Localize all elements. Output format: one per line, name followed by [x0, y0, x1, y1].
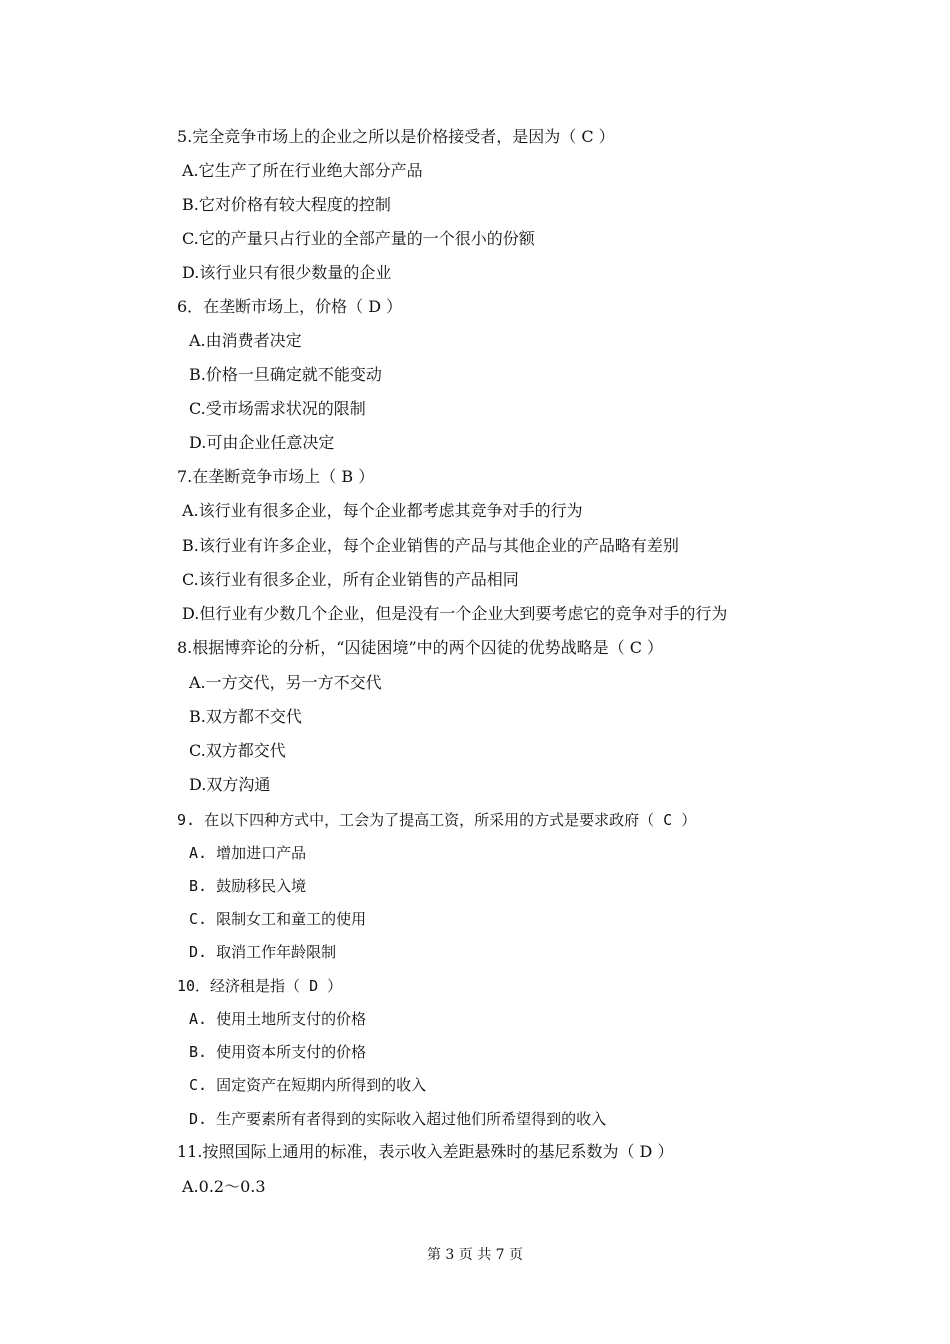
question-7-stem: 7.在垄断竞争市场上（ B ）: [177, 467, 375, 486]
question-7-option-b: B.该行业有许多企业，每个企业销售的产品与其他企业的产品略有差别: [182, 536, 679, 555]
question-7-option-d: D.但行业有少数几个企业，但是没有一个企业大到要考虑它的竞争对手的行为: [182, 604, 728, 623]
question-8-option-b: B.双方都不交代: [189, 707, 302, 726]
question-6-option-b: B.价格一旦确定就不能变动: [189, 365, 382, 384]
question-7-option-c: C.该行业有很多企业，所有企业销售的产品相同: [182, 570, 519, 589]
question-9-option-b: B. 鼓励移民入境: [189, 877, 307, 895]
question-7-option-a: A.该行业有很多企业，每个企业都考虑其竞争对手的行为: [182, 501, 583, 520]
question-6-option-a: A.由消费者决定: [189, 331, 302, 350]
question-6-stem: 6．在垄断市场上，价格（ D ）: [177, 297, 403, 316]
question-8-option-d: D.双方沟通: [189, 775, 271, 794]
question-5-option-a: A.它生产了所在行业绝大部分产品: [182, 161, 423, 180]
question-5-option-d: D.该行业只有很少数量的企业: [182, 263, 392, 282]
question-9-option-a: A. 增加进口产品: [189, 844, 307, 862]
question-10-option-a: A. 使用土地所支付的价格: [189, 1010, 367, 1028]
question-5-option-c: C.它的产量只占行业的全部产量的一个很小的份额: [182, 229, 535, 248]
question-10-option-b: B. 使用资本所支付的价格: [189, 1043, 367, 1061]
question-5-stem: 5.完全竞争市场上的企业之所以是价格接受者，是因为（ C ）: [177, 127, 615, 146]
question-10-option-d: D. 生产要素所有者得到的实际收入超过他们所希望得到的收入: [189, 1110, 607, 1128]
question-5-option-b: B.它对价格有较大程度的控制: [182, 195, 391, 214]
question-11-stem: 11.按照国际上通用的标准，表示收入差距悬殊时的基尼系数为（ D ）: [177, 1142, 674, 1161]
question-8-option-c: C.双方都交代: [189, 741, 286, 760]
question-11-option-a: A.0.2～0.3: [182, 1177, 266, 1196]
question-8-option-a: A.一方交代，另一方不交代: [189, 673, 382, 692]
question-9-option-d: D. 取消工作年龄限制: [189, 943, 337, 961]
question-10-stem: 10．经济租是指（ D ）: [177, 977, 343, 995]
question-6-option-c: C.受市场需求状况的限制: [189, 399, 366, 418]
question-9-stem: 9. 在以下四种方式中，工会为了提高工资，所采用的方式是要求政府（ C ）: [177, 811, 697, 829]
question-6-option-d: D.可由企业任意决定: [189, 433, 335, 452]
question-8-stem: 8.根据博弈论的分析，“囚徒困境”中的两个囚徒的优势战略是（ C ）: [177, 638, 664, 657]
page-number-footer: 第 3 页 共 7 页: [426, 1247, 524, 1263]
question-9-option-c: C. 限制女工和童工的使用: [189, 910, 367, 928]
question-10-option-c: C. 固定资产在短期内所得到的收入: [189, 1076, 427, 1094]
